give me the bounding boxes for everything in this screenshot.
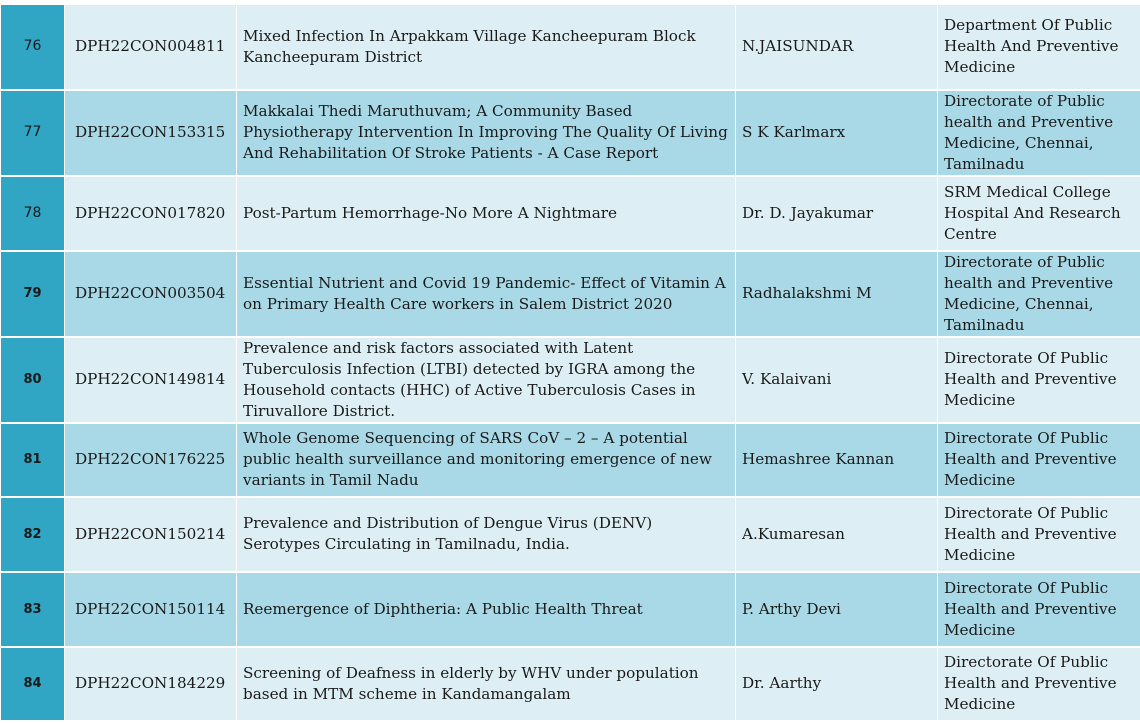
table-row bbox=[1, 176, 1140, 251]
table-row bbox=[1, 647, 1140, 721]
institution-cell: Directorate Of Public Health and Preventive Medicine bbox=[938, 497, 1140, 572]
serial-number-cell: 77 bbox=[1, 90, 65, 176]
institution-cell: Directorate Of Public Health and Preventive Medicine bbox=[938, 647, 1140, 721]
abstract-title-cell: Whole Genome Sequencing of SARS CoV – 2 – A potential public health surveillance and monitoring emergence of new variants in Tamil Nadu bbox=[237, 423, 736, 497]
abstract-title-cell: Essential Nutrient and Covid 19 Pandemic- Effect of Vitamin A on Primary Health Care workers in Salem District 2020 bbox=[237, 251, 736, 337]
serial-number-cell: 79 bbox=[1, 251, 65, 337]
abstract-code-cell: DPH22CON150214 bbox=[65, 497, 237, 572]
serial-number-cell: 80 bbox=[1, 337, 65, 423]
table-row bbox=[1, 572, 1140, 647]
table-row bbox=[1, 423, 1140, 497]
abstract-code-cell: DPH22CON017820 bbox=[65, 176, 237, 251]
table-row bbox=[1, 337, 1140, 423]
table-row bbox=[1, 497, 1140, 572]
serial-number-cell: 84 bbox=[1, 647, 65, 721]
abstract-title-cell: Mixed Infection In Arpakkam Village Kancheepuram Block Kancheepuram District bbox=[237, 5, 736, 90]
author-cell: V. Kalaivani bbox=[736, 337, 938, 423]
institution-cell: Directorate of Public health and Preventive Medicine, Chennai, Tamilnadu bbox=[938, 90, 1140, 176]
serial-number-cell: 81 bbox=[1, 423, 65, 497]
abstract-code-cell: DPH22CON003504 bbox=[65, 251, 237, 337]
institution-cell: Department Of Public Health And Preventive Medicine bbox=[938, 5, 1140, 90]
author-cell: P. Arthy Devi bbox=[736, 572, 938, 647]
institution-cell: Directorate Of Public Health and Preventive Medicine bbox=[938, 337, 1140, 423]
serial-number-cell: 82 bbox=[1, 497, 65, 572]
author-cell: Hemashree Kannan bbox=[736, 423, 938, 497]
abstract-code-cell: DPH22CON153315 bbox=[65, 90, 237, 176]
serial-number-cell: 78 bbox=[1, 176, 65, 251]
table-row bbox=[1, 5, 1140, 90]
abstract-title-cell: Prevalence and risk factors associated with Latent Tuberculosis Infection (LTBI) detected by IGRA among the Household contacts (HHC) of Active Tuberculosis Cases in Tiruvallore District. bbox=[237, 337, 736, 423]
abstract-code-cell: DPH22CON004811 bbox=[65, 5, 237, 90]
abstract-title-cell: Reemergence of Diphtheria: A Public Health Threat bbox=[237, 572, 736, 647]
table-row bbox=[1, 90, 1140, 176]
abstract-title-cell: Prevalence and Distribution of Dengue Virus (DENV) Serotypes Circulating in Tamilnadu, India. bbox=[237, 497, 736, 572]
author-cell: Dr. D. Jayakumar bbox=[736, 176, 938, 251]
institution-cell: SRM Medical College Hospital And Research Centre bbox=[938, 176, 1140, 251]
abstract-code-cell: DPH22CON150114 bbox=[65, 572, 237, 647]
abstract-title-cell: Post-Partum Hemorrhage-No More A Nightmare bbox=[237, 176, 736, 251]
abstract-code-cell: DPH22CON149814 bbox=[65, 337, 237, 423]
author-cell: N.JAISUNDAR bbox=[736, 5, 938, 90]
abstract-title-cell: Screening of Deafness in elderly by WHV under population based in MTM scheme in Kandamangalam bbox=[237, 647, 736, 721]
institution-cell: Directorate Of Public Health and Preventive Medicine bbox=[938, 423, 1140, 497]
serial-number-cell: 76 bbox=[1, 5, 65, 90]
table-row bbox=[1, 251, 1140, 337]
author-cell: Radhalakshmi M bbox=[736, 251, 938, 337]
institution-cell: Directorate Of Public Health and Preventive Medicine bbox=[938, 572, 1140, 647]
serial-number-cell: 83 bbox=[1, 572, 65, 647]
author-cell: Dr. Aarthy bbox=[736, 647, 938, 721]
abstract-code-cell: DPH22CON176225 bbox=[65, 423, 237, 497]
author-cell: S K Karlmarx bbox=[736, 90, 938, 176]
author-cell: A.Kumaresan bbox=[736, 497, 938, 572]
abstract-code-cell: DPH22CON184229 bbox=[65, 647, 237, 721]
institution-cell: Directorate of Public health and Preventive Medicine, Chennai, Tamilnadu bbox=[938, 251, 1140, 337]
abstracts-table bbox=[0, 4, 1140, 722]
abstract-title-cell: Makkalai Thedi Maruthuvam; A Community Based Physiotherapy Intervention In Improving The Quality Of Living And Rehabilitation Of Stroke Patients - A Case Report bbox=[237, 90, 736, 176]
